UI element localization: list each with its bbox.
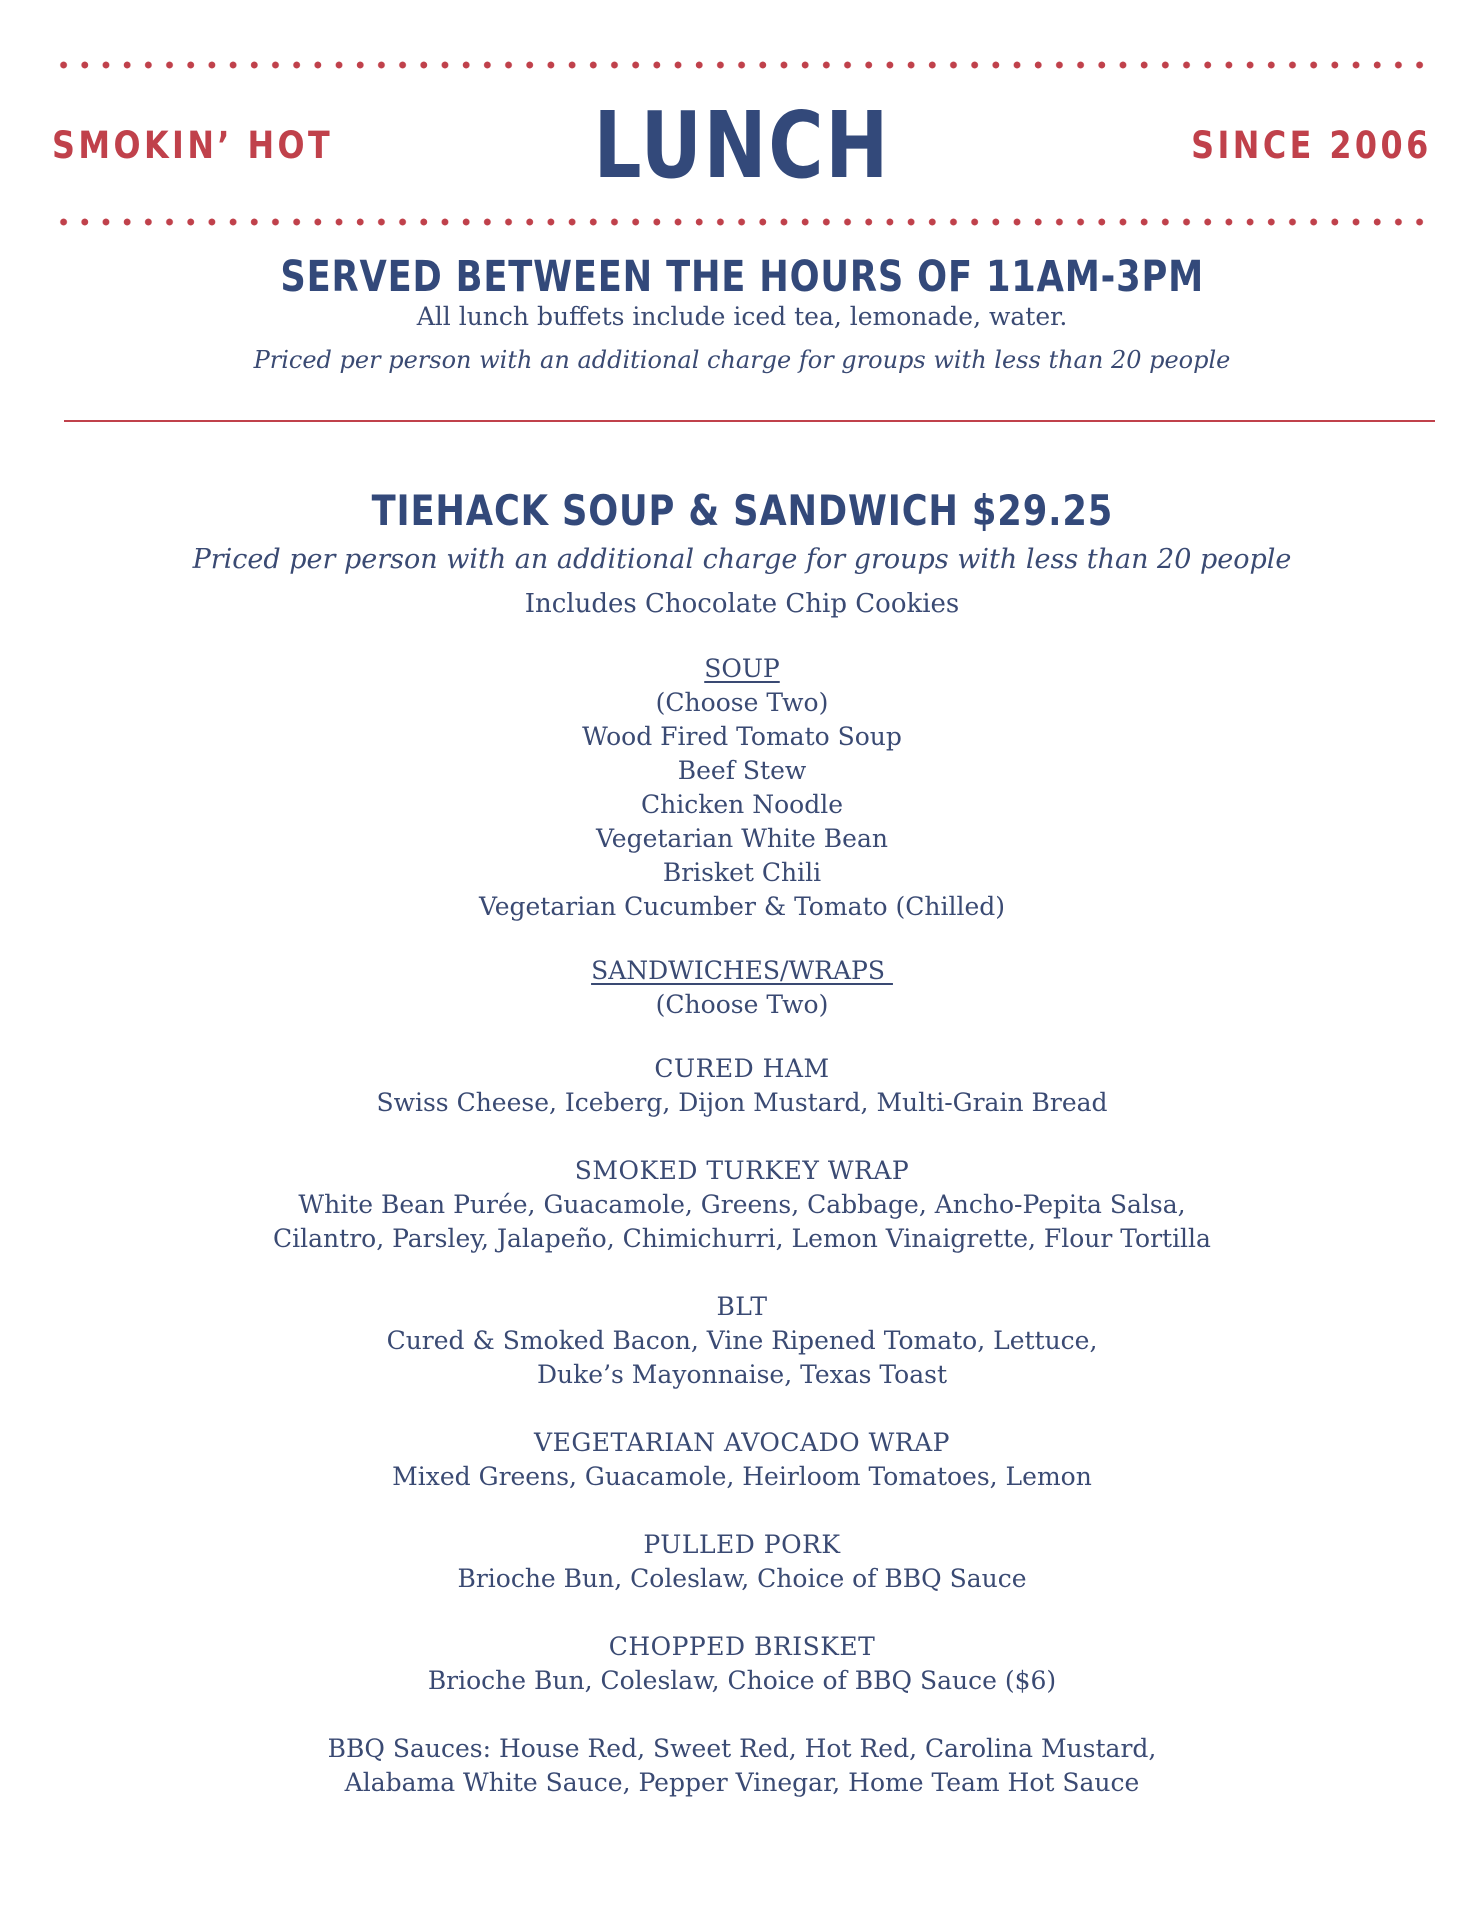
soup-item: Beef Stew	[677, 756, 807, 785]
menu-item-vegetarian-avocado-wrap	[0, 1426, 1484, 1494]
item-description: Duke’s Mayonnaise, Texas Toast	[537, 1360, 947, 1389]
item-description: Swiss Cheese, Iceberg, Dijon Mustard, Multi-Grain Bread	[376, 1088, 1108, 1117]
menu-item-pulled-pork	[0, 1528, 1484, 1596]
menu-item-blt	[0, 1290, 1484, 1392]
sandwiches-section-title: SANDWICHES/WRAPS	[591, 956, 893, 985]
soup-item: Vegetarian White Bean	[596, 824, 888, 853]
item-name: PULLED PORK	[643, 1530, 841, 1559]
item-name: BLT	[716, 1292, 768, 1321]
dotted-border-bottom	[53, 217, 1431, 227]
package-includes: Includes Chocolate Chip Cookies	[524, 589, 960, 619]
soup-item: Vegetarian Cucumber & Tomato (Chilled)	[478, 892, 1006, 921]
page-title-text: LUNCH	[593, 92, 891, 199]
soup-item: Wood Fired Tomato Soup	[582, 722, 902, 751]
item-description: Cured & Smoked Bacon, Vine Ripened Tomato, Lettuce,	[386, 1326, 1098, 1355]
soup-item: Chicken Noodle	[641, 790, 843, 819]
soup-section-title: SOUP	[704, 654, 780, 683]
hours-subtitle: All lunch buffets include iced tea, lemonade, water.	[416, 302, 1068, 331]
bbq-sauces-note	[0, 1732, 1484, 1800]
sauces-line: BBQ Sauces: House Red, Sweet Red, Hot Red, Carolina Mustard,	[327, 1734, 1157, 1763]
sauces-line: Alabama White Sauce, Pepper Vinegar, Home Team Hot Sauce	[344, 1768, 1140, 1797]
item-name: VEGETARIAN AVOCADO WRAP	[534, 1428, 950, 1457]
soup-item: Brisket Chili	[662, 858, 822, 887]
menu-item-smoked-turkey-wrap	[0, 1154, 1484, 1256]
item-name: CHOPPED BRISKET	[608, 1632, 876, 1661]
hours-pricing-note: Priced per person with an additional charge for groups with less than 20 people	[253, 346, 1231, 374]
sandwiches-choose-note: (Choose Two)	[655, 990, 829, 1019]
sandwiches-section	[0, 954, 1484, 1698]
package-title-text: TIEHACK SOUP & SANDWICH $29.25	[371, 486, 1113, 535]
package-title	[0, 486, 1484, 536]
item-name: SMOKED TURKEY WRAP	[574, 1156, 910, 1185]
tagline-right: SINCE 2006	[1191, 124, 1432, 167]
dotted-border-top	[53, 60, 1431, 70]
item-description: Brioche Bun, Coleslaw, Choice of BBQ Sauce ($6)	[427, 1666, 1057, 1695]
item-description: Brioche Bun, Coleslaw, Choice of BBQ Sauce	[457, 1564, 1027, 1593]
menu-item-cured-ham	[0, 1052, 1484, 1120]
section-divider	[64, 420, 1435, 422]
package-pricing-note: Priced per person with an additional charge for groups with less than 20 people	[192, 544, 1292, 575]
hours-heading	[0, 252, 1484, 302]
tagline-left: SMOKIN’ HOT	[52, 124, 334, 167]
menu-item-chopped-brisket	[0, 1630, 1484, 1698]
item-name: CURED HAM	[654, 1054, 830, 1083]
hours-heading-text: SERVED BETWEEN THE HOURS OF 11AM-3PM	[280, 252, 1204, 302]
soup-section	[0, 652, 1484, 924]
menu-body	[0, 652, 1484, 1800]
item-description: Mixed Greens, Guacamole, Heirloom Tomatoes, Lemon	[392, 1462, 1092, 1491]
item-description: Cilantro, Parsley, Jalapeño, Chimichurri, Lemon Vinaigrette, Flour Tortilla	[273, 1224, 1211, 1253]
soup-choose-note: (Choose Two)	[655, 688, 829, 717]
item-description: White Bean Purée, Guacamole, Greens, Cabbage, Ancho-Pepita Salsa,	[298, 1190, 1186, 1219]
